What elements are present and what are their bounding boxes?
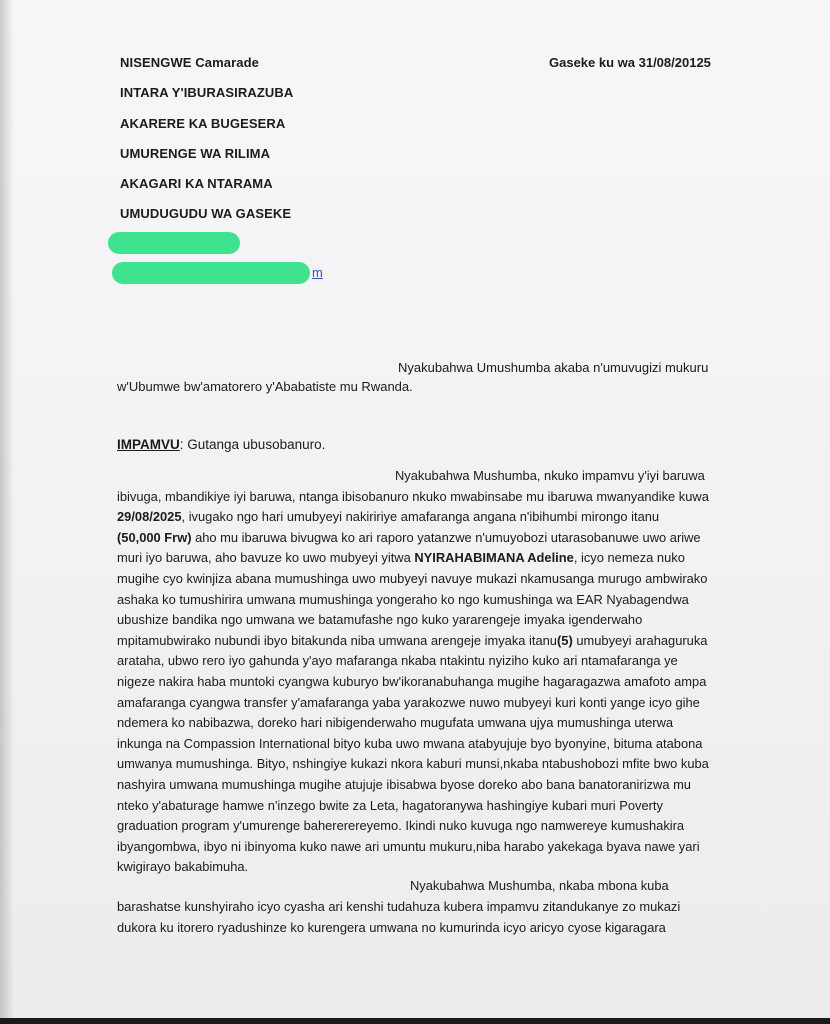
closing-paragraph [117, 875, 757, 938]
body-line [117, 528, 757, 549]
sender-sector: UMURENGE WA RILIMA [120, 146, 271, 161]
closing-line: barashatse kunshyiraho icyo cyasha ari kenshi tudahuza kubera impamvu zitandukanye zo mukazi [117, 899, 681, 914]
page-bottom-edge [0, 1018, 830, 1024]
body-line: graduation program y'umurenge bahererereyemo. Ikindi nuko kuvuga ngo namwereye kumushakira [117, 818, 685, 834]
body-line [117, 631, 757, 652]
letter-body [117, 466, 757, 878]
sender-cell: AKAGARI KA NTARAMA [120, 176, 273, 191]
closing-line: Nyakubahwa Mushumba, nkaba mbona kuba [410, 878, 669, 893]
letter-date: Gaseke ku wa 31/08/20125 [549, 55, 711, 70]
closing-line: dukora ku itorero ryadushinze ko kurengera umwana no kumurinda icyo aricyo cyose kigaragara [117, 920, 666, 935]
body-line: ashaka ko tumushirira umwana mumushinga yongeraho ko ngo kumushinga wa EAR Nyabagendwa [117, 591, 689, 607]
body-line: ubushize bandika ngo umwana we batamufashe ngo kuko yararengeje imyaka igenderwaho [117, 612, 643, 628]
redacted-email [112, 262, 310, 284]
body-name-bold: NYIRAHABIMANA Adeline [414, 550, 574, 566]
subject-line [117, 437, 325, 452]
body-line: mugihe cyo kwinjiza abana mumushinga uwo mubyeyi navuye mukazi nkamusanga murugo ambwirako [117, 570, 708, 586]
page-left-shadow [0, 0, 14, 1024]
body-line [117, 507, 757, 528]
body-date-bold: 29/08/2025 [117, 509, 182, 525]
body-line: ibivuga, mbandikiye iyi baruwa, ntanga ibisobanuro nkuko mwabinsabe mu ibaruwa mwanyandike kuwa [117, 488, 709, 504]
body-line: nigeze nakira haba muntoki cyangwa kuburyo bw'ikoranabuhanga mugihe hagaragazwa amafoto ampa [117, 673, 707, 689]
body-line [117, 548, 757, 569]
body-line: ndemera ko nabibazwa, doreko hari nibigenderwaho mugufata umwana ujya mumushinga uterwa [117, 715, 674, 731]
subject-text: : Gutanga ubusobanuro. [179, 437, 326, 452]
body-text: mpitamubwirako nubundi ibyo bitakunda niba umwana arengeje imyaka itanu [117, 632, 557, 648]
body-line: umwanya mumushinga. Bityo, nshingiye kukazi nkora kaburi munsi,nkaba ntabushobozi mfite bwo kuba [117, 756, 709, 772]
subject-label: IMPAMVU [117, 437, 180, 452]
body-amount-bold: (50,000 Frw) [117, 529, 192, 545]
body-age-bold: (5) [556, 632, 573, 648]
body-text: , ivugako ngo hari umubyeyi nakiririye amafaranga angana n'ibihumbi mirongo itanu [181, 509, 660, 525]
email-tail-text: m [312, 265, 323, 280]
sender-province: INTARA Y'IBURASIRAZUBA [120, 85, 294, 100]
body-line: nashyira umwana mumushinga mugihe atujuje ibisabwa byose doreko abo bana banatoranirizwa mu [117, 776, 691, 792]
body-line: ibyangombwa, ibyo ni ibinyoma kuko nawe ari umuntu mukuru,niba harabo yakekaga byava nawe yari [117, 838, 700, 854]
sender-village: UMUDUGUDU WA GASEKE [120, 206, 292, 221]
redacted-phone [108, 232, 240, 254]
body-line: amafaranga cyangwa transfer y'amafaranga yaba yarakozwe nuwo mubyeyi kuri konti yange icyo gihe [117, 694, 700, 710]
sender-district: AKARERE KA BUGESERA [120, 116, 286, 131]
body-line: Nyakubahwa Mushumba, nkuko impamvu y'iyi baruwa [395, 468, 705, 483]
body-text: muri iyo baruwa, aho bavuze ko uwo mubyeyi yitwa [117, 550, 415, 566]
body-line: nteko y'abaturage hamwe n'inzego bwite za Leta, hagatoranywa hashingiye kubari muri Poverty [117, 797, 663, 813]
sender-name: NISENGWE Camarade [120, 55, 259, 70]
body-line: inkunga na Compassion International bityo kuba uwo mwana atabyujuje byo byonyine, bituma atabona [117, 735, 703, 751]
body-text: , icyo nemeza nuko [573, 550, 685, 566]
recipient-line-2: w'Ubumwe bw'amatorero y'Ababatiste mu Rwanda. [117, 379, 413, 394]
body-line: kwigirayo bakabimuha. [117, 859, 249, 875]
body-text: umubyeyi arahaguruka [572, 632, 708, 648]
body-text: aho mu ibaruwa bivugwa ko ari raporo yatanzwe n'umuyobozi utarasobanuwe uwo ariwe [191, 529, 701, 545]
recipient-line-1: Nyakubahwa Umushumba akaba n'umuvugizi mukuru [398, 360, 709, 375]
body-line: arataha, ubwo rero iyo gahunda y'ayo mafaranga nkaba ntakintu nyiziho kuko ari ntamafaranga ye [117, 653, 678, 669]
